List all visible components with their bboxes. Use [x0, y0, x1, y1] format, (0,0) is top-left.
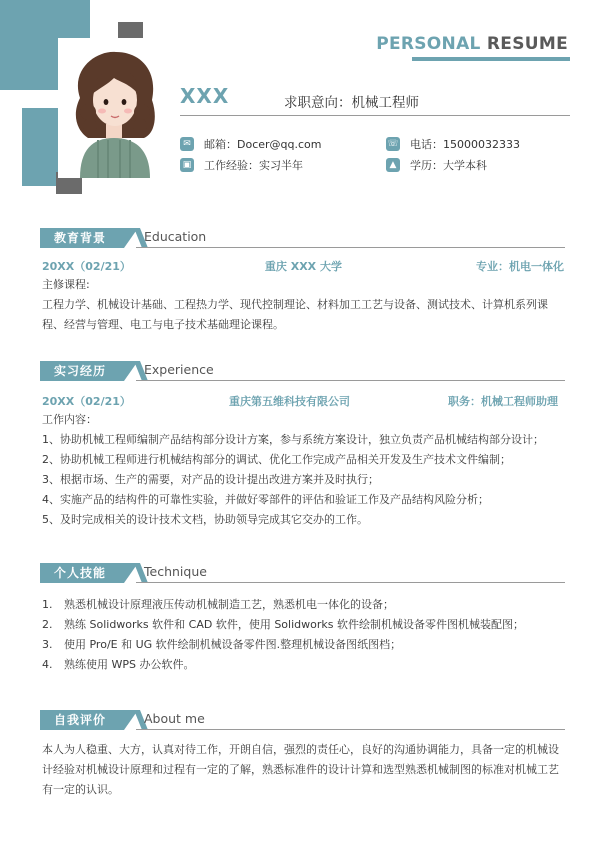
education-courses — [42, 275, 567, 335]
education-date: 20XX（02/21） — [42, 260, 131, 273]
item-number: 1. — [42, 598, 53, 611]
education-major: 专业：机电一体化 — [475, 260, 564, 273]
section-title-skills: 个人技能 — [40, 563, 124, 583]
experience-position: 职务：机械工程师助理 — [448, 395, 558, 408]
section-rule — [136, 582, 565, 583]
item-number: 4. — [42, 658, 53, 671]
list-item — [42, 615, 567, 635]
item-text: 使用 Pro/E 和 UG 软件绘制机械设备零件图.整理机械设备图纸图档； — [64, 638, 402, 651]
phone-text: 电话：15000032333 — [410, 138, 520, 151]
item-text: 熟练使用 WPS 办公软件。 — [64, 658, 195, 671]
info-education — [386, 157, 487, 173]
list-item: 5、及时完成相关的设计技术文档，协助领导完成其它交办的工作。 — [42, 513, 368, 526]
section-title-en-about: About me — [144, 711, 205, 726]
section-header-about — [40, 710, 565, 730]
resume-title — [376, 34, 568, 54]
header-divider — [180, 115, 570, 116]
section-rule — [136, 380, 565, 381]
title-resume: RESUME — [486, 34, 568, 54]
avatar — [58, 38, 170, 178]
item-number: 2. — [42, 618, 53, 631]
list-item — [42, 655, 567, 675]
item-text: 熟悉机械设计原理液压传动机械制造工艺，熟悉机电一体化的设备； — [64, 598, 394, 611]
section-title-education: 教育背景 — [40, 228, 124, 248]
content-label: 工作内容： — [42, 413, 97, 426]
section-header-experience — [40, 361, 565, 381]
section-header-skills — [40, 563, 565, 583]
item-number: 3. — [42, 638, 53, 651]
title-personal: PERSONAL — [376, 34, 481, 54]
courses-text: 工程力学、机械设计基础、工程热力学、现代控制理论、材料加工工艺与设备、测试技术、计算机系列课程、经营与管理、电工与电子技术基础理论课程。 — [42, 298, 548, 331]
section-title-en-experience: Experience — [144, 362, 214, 377]
item-text: 熟练 Solidworks 软件和 CAD 软件，使用 Solidworks 软件绘制机械设备零件图机械装配图； — [64, 618, 524, 631]
experience-date: 20XX（02/21） — [42, 395, 131, 408]
decor-block-teal-tall — [22, 108, 58, 186]
list-item: 4、实施产品的结构件的可靠性实验，并做好零部件的评估和验证工作及产品结构风险分析； — [42, 493, 489, 506]
courses-label: 主修课程: — [42, 278, 90, 291]
section-rule — [136, 729, 565, 730]
section-title-about: 自我评价 — [40, 710, 124, 730]
experience-company: 重庆第五维科技有限公司 — [228, 395, 350, 408]
avatar-illustration — [58, 38, 170, 178]
experience-summary-row — [42, 393, 558, 409]
education-text: 学历：大学本科 — [410, 159, 487, 172]
skills-list — [42, 595, 567, 675]
info-experience — [180, 157, 303, 173]
section-rule — [136, 247, 565, 248]
email-icon: ✉ — [180, 137, 194, 151]
list-item: 3、根据市场、生产的需要，对产品的设计提出改进方案并及时执行； — [42, 473, 379, 486]
candidate-name: XXX — [180, 84, 230, 108]
briefcase-icon: ▣ — [180, 158, 194, 172]
section-title-experience: 实习经历 — [40, 361, 124, 381]
experience-text: 工作经验：实习半年 — [204, 159, 303, 172]
graduation-cap-icon: ▲ — [386, 158, 400, 172]
experience-content — [42, 410, 567, 530]
phone-icon: ☏ — [387, 139, 399, 149]
section-title-en-education: Education — [144, 229, 207, 244]
title-underline — [412, 57, 570, 61]
email-text: 邮箱：Docer@qq.com — [204, 138, 322, 151]
list-item: 2、协助机械工程师进行机械结构部分的调试、优化工作完成产品相关开发及生产技术文件编制； — [42, 453, 511, 466]
section-header-education — [40, 228, 565, 248]
section-title-en-skills: Technique — [144, 564, 207, 579]
education-school: 重庆 XXX 大学 — [264, 260, 342, 273]
info-email — [180, 136, 322, 152]
job-objective: 求职意向：机械工程师 — [284, 95, 419, 111]
info-phone — [386, 136, 520, 152]
education-summary-row — [42, 258, 564, 274]
list-item: 1、协助机械工程师编制产品结构部分设计方案，参与系统方案设计，独立负责产品机械结构部分设计； — [42, 433, 544, 446]
list-item — [42, 635, 567, 655]
self-evaluation-text: 本人为人稳重、大方，认真对待工作，开朗自信，强烈的责任心，良好的沟通协调能力，具备一定的机械设计经验对机械设计原理和过程有一定的了解，熟悉标准件的设计计算和选型熟悉机械制图的标准对机械工艺有一定的认识。 — [42, 743, 559, 796]
list-item — [42, 595, 567, 615]
